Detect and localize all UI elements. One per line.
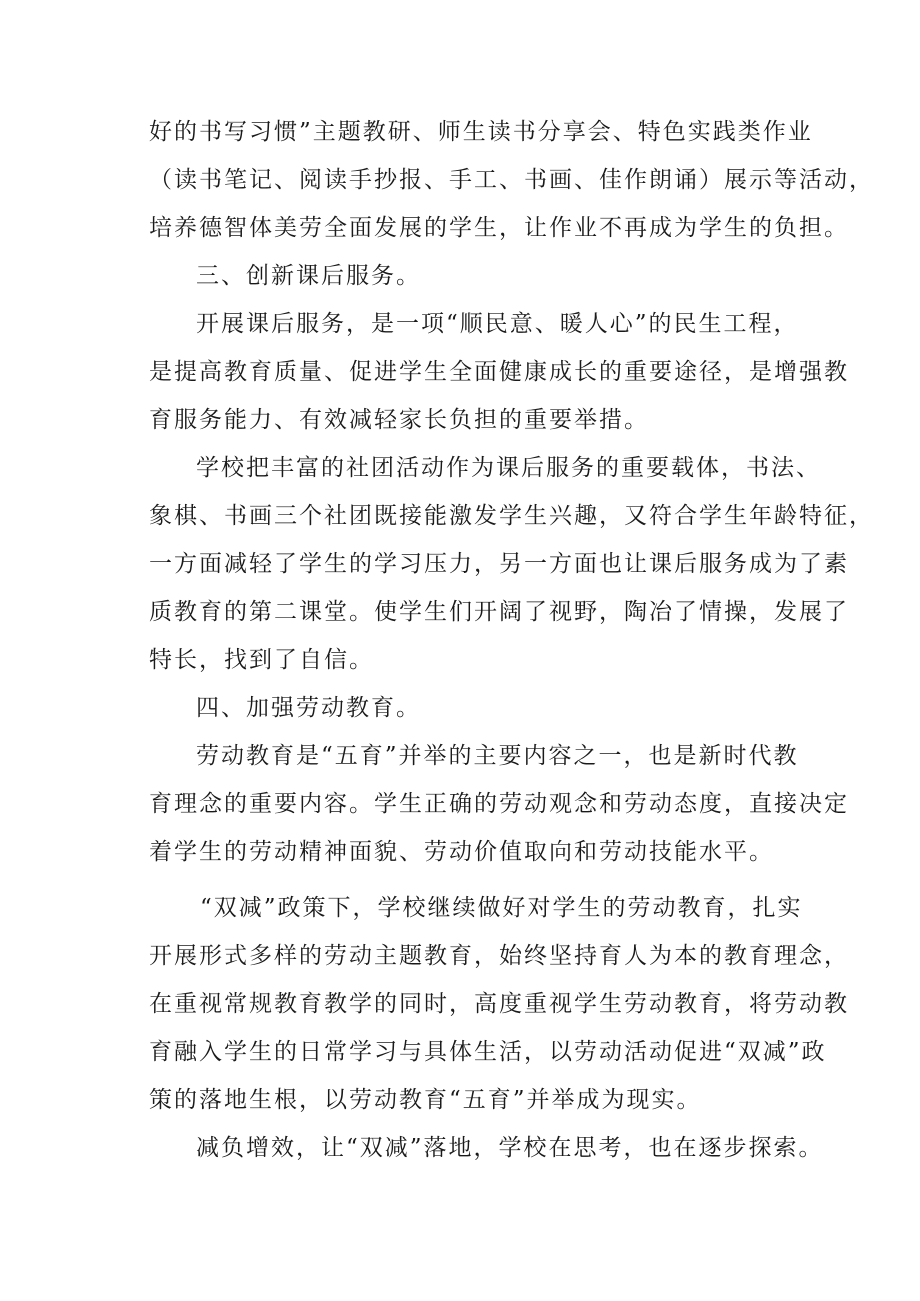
text-line: 学校把丰富的社团活动作为课后服务的重要载体，书法、 [196, 455, 821, 481]
text-line: （读书笔记、阅读手抄报、手工、书画、佳作朗诵）展示等活动， [149, 167, 874, 193]
text-line: 开展形式多样的劳动主题教育，始终坚持育人为本的教育理念， [149, 943, 849, 969]
text-line: 育服务能力、有效减轻家长负担的重要举措。 [149, 407, 649, 433]
text-line: 劳动教育是“五育”并举的主要内容之一，也是新时代教 [196, 743, 799, 769]
text-line: 在重视常规教育教学的同时，高度重视学生劳动教育，将劳动教 [149, 991, 849, 1017]
text-line: “双减”政策下，学校继续做好对学生的劳动教育，扎实 [200, 895, 803, 921]
section-heading-4: 四、加强劳动教育。 [196, 695, 421, 721]
text-line: 特长，找到了自信。 [149, 647, 374, 673]
text-line: 质教育的第二课堂。使学生们开阔了视野，陶冶了情操，发展了 [149, 599, 849, 625]
text-line: 减负增效，让“双减”落地，学校在思考，也在逐步探索。 [196, 1135, 824, 1161]
text-line: 开展课后服务，是一项“顺民意、暖人心”的民生工程， [196, 311, 799, 337]
text-line: 育融入学生的日常学习与具体生活，以劳动活动促进“双减”政 [149, 1039, 827, 1065]
text-line: 是提高教育质量、促进学生全面健康成长的重要途径，是增强教 [149, 359, 849, 385]
text-line: 一方面减轻了学生的学习压力，另一方面也让课后服务成为了素 [149, 551, 849, 577]
text-line: 育理念的重要内容。学生正确的劳动观念和劳动态度，直接决定 [149, 791, 849, 817]
text-line: 策的落地生根，以劳动教育“五育”并举成为现实。 [149, 1087, 702, 1113]
text-line: 培养德智体美劳全面发展的学生，让作业不再成为学生的负担。 [149, 215, 849, 241]
section-heading-3: 三、创新课后服务。 [196, 263, 421, 289]
text-line: 象棋、书画三个社团既接能激发学生兴趣，又符合学生年龄特征， [149, 503, 874, 529]
text-line: 好的书写习惯”主题教研、师生读书分享会、特色实践类作业 [149, 119, 813, 145]
text-line: 着学生的劳动精神面貌、劳动价值取向和劳动技能水平。 [149, 839, 774, 865]
